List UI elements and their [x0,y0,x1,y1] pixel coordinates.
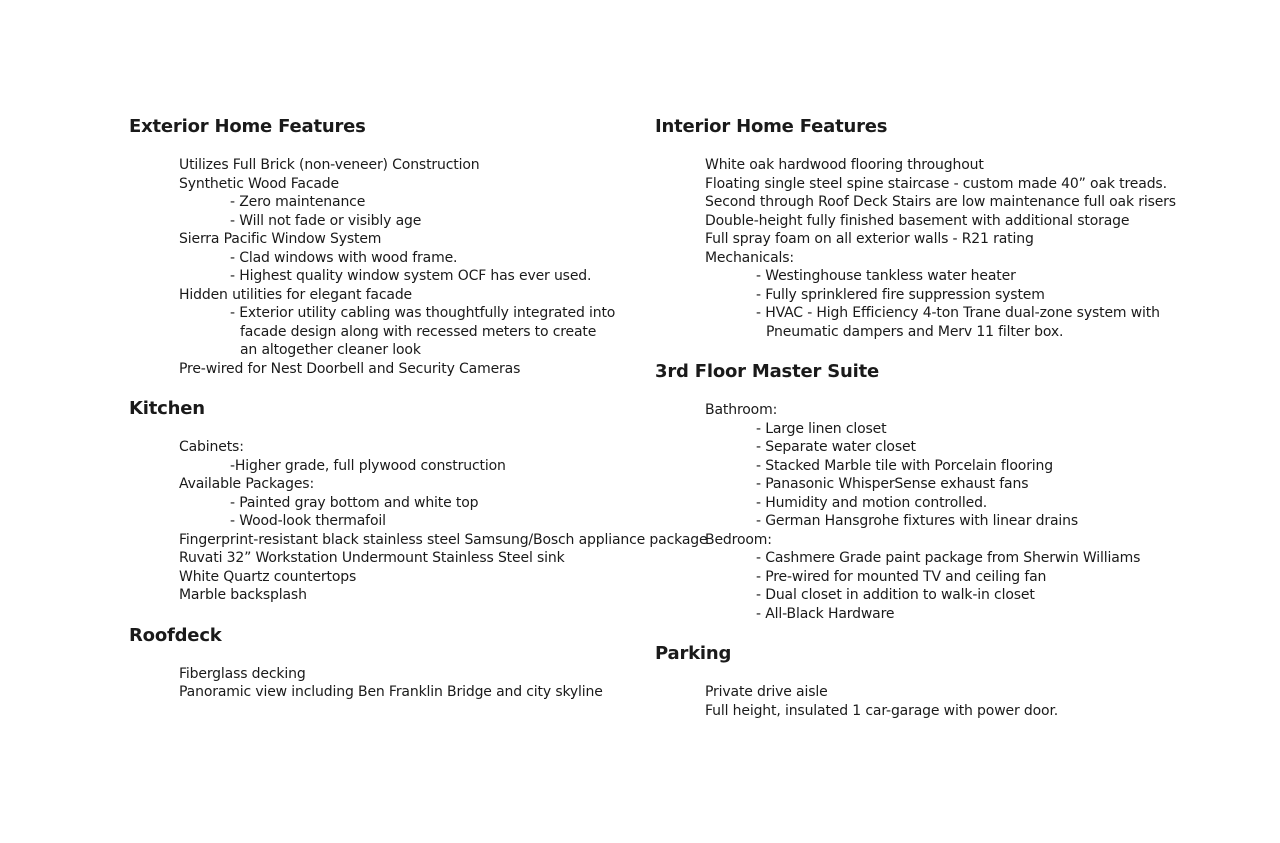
feature-subitem: - Wood-look thermafoil [230,513,386,529]
feature-item: Cabinets: [179,439,244,455]
section-interior-home-features [655,112,1175,341]
feature-item: Bathroom: [705,402,778,418]
right-column [655,112,1175,720]
feature-subitem: - Separate water closet [756,439,916,455]
feature-subitem: - Stacked Marble tile with Porcelain flooring [756,457,1054,474]
feature-list [655,156,1175,341]
feature-subitem: - Exterior utility cabling was thoughtfully integrated into [230,305,616,321]
feature-subitem: - Large linen closet [756,420,887,437]
feature-item: Double-height fully finished basement with additional storage [705,212,1130,229]
feature-item: White Quartz countertops [179,568,357,585]
feature-list [655,683,1175,720]
feature-list [129,665,644,702]
feature-item: Panoramic view including Ben Franklin Bridge and city skyline [179,684,603,700]
feature-item: Private drive aisle [705,684,828,700]
feature-subitem: - All-Black Hardware [756,605,895,622]
feature-item: Second through Roof Deck Stairs are low maintenance full oak risers [705,194,1176,210]
section-roofdeck [129,621,644,702]
feature-item: White oak hardwood flooring throughout [705,157,984,173]
feature-item: Floating single steel spine staircase - custom made 40” oak treads. [705,175,1167,192]
feature-item: Sierra Pacific Window System [179,231,382,247]
section-title: 3rd Floor Master Suite [655,361,879,382]
section-parking [655,639,1175,720]
feature-subitem: an altogether cleaner look [240,342,421,358]
feature-subitem: - Zero maintenance [230,194,366,210]
feature-subitem: - Clad windows with wood frame. [230,249,458,266]
feature-subitem: - Pre-wired for mounted TV and ceiling fan [756,568,1047,585]
feature-subitem: - HVAC - High Efficiency 4-ton Trane dual-zone system with [756,305,1160,321]
section-title: Kitchen [129,398,205,419]
feature-subitem: - Will not fade or visibly age [230,212,422,229]
feature-subitem: - Painted gray bottom and white top [230,494,479,511]
feature-item: Mechanicals: [705,249,794,266]
feature-subitem: - German Hansgrohe fixtures with linear drains [756,513,1078,529]
feature-item: Pre-wired for Nest Doorbell and Security Cameras [179,360,521,377]
section-kitchen [129,394,708,605]
feature-list [129,156,644,378]
feature-item: Fiberglass decking [179,665,306,682]
section-3rd-floor-master-suite [655,357,1175,623]
feature-list [655,401,1175,623]
feature-item: Available Packages: [179,476,315,492]
section-title: Roofdeck [129,624,222,646]
feature-item: Utilizes Full Brick (non-veneer) Construction [179,157,480,173]
feature-item: Synthetic Wood Facade [179,175,340,192]
feature-subitem: - Panasonic WhisperSense exhaust fans [756,476,1029,492]
section-title: Parking [655,643,732,664]
feature-item: Fingerprint-resistant black stainless steel Samsung/Bosch appliance package [179,531,708,548]
feature-subitem: - Dual closet in addition to walk-in closet [756,587,1035,603]
feature-subitem: facade design along with recessed meters to create [240,323,597,340]
feature-item: Full spray foam on all exterior walls - R21 rating [705,231,1034,247]
section-title: Interior Home Features [655,116,888,137]
feature-subitem: - Cashmere Grade paint package from Sherwin Williams [756,550,1141,566]
feature-subitem: -Higher grade, full plywood construction [230,457,506,474]
section-title: Exterior Home Features [129,116,366,137]
feature-subitem: - Fully sprinklered fire suppression system [756,286,1045,303]
feature-item: Marble backsplash [179,587,307,603]
feature-item: Ruvati 32” Workstation Undermount Stainless Steel sink [179,550,565,566]
section-exterior-home-features [129,112,644,378]
feature-item: Hidden utilities for elegant facade [179,286,413,303]
feature-item: Full height, insulated 1 car-garage with power door. [705,702,1059,719]
feature-list [129,438,708,605]
feature-subitem: - Westinghouse tankless water heater [756,268,1016,284]
feature-subitem: - Humidity and motion controlled. [756,494,988,511]
feature-subitem: - Highest quality window system OCF has ever used. [230,268,592,284]
feature-item: Bedroom: [705,531,772,548]
feature-subitem: Pneumatic dampers and Merv 11 filter box. [766,323,1064,340]
